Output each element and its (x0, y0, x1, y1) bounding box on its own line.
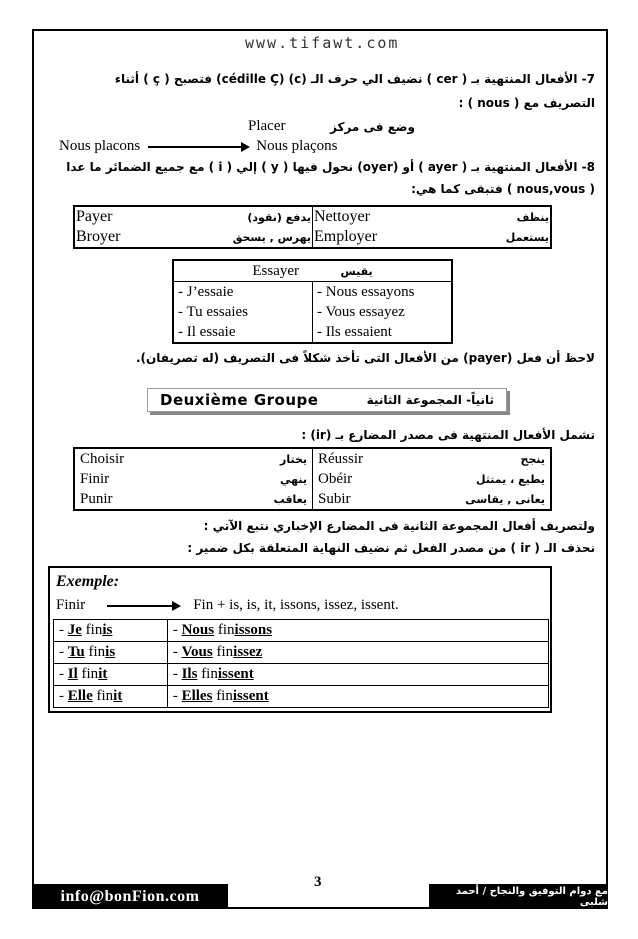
table-row (74, 469, 551, 489)
pronoun: Vous (181, 644, 213, 660)
verb-ar: ينهي (279, 472, 307, 486)
ending: issons (234, 622, 273, 638)
pronoun: Je (67, 622, 82, 638)
group-title-ar: ثانياً- المجموعة الثانية (366, 393, 494, 407)
conj-rule-1: ولتصريف أفعال المجموعة الثانية فى المضارع الإخباري نتبع الآتي : (203, 519, 595, 533)
stem: fin (88, 644, 106, 660)
conj-singular: - Il essaie (173, 322, 313, 343)
arrow-icon (107, 605, 179, 607)
conj-rule-2: نحذف الـ ( ir ) من مصدر الفعل ثم نضيف النهاية المتعلقة بكل ضمير : (187, 541, 595, 555)
table-row: - Elle finit - Elles finissent (54, 686, 549, 708)
verb-fr: Subir (318, 490, 351, 507)
placer-to: Nous plaçons (256, 138, 338, 154)
verb-ar: يطيع ، يمتثل (476, 472, 545, 486)
verb-ar: يدفع (نقود) (247, 210, 311, 224)
stem: fin (81, 666, 99, 682)
essayer-title-ar: يقيس (340, 264, 373, 278)
stem: fin (217, 622, 235, 638)
example-title: Exemple: (56, 573, 120, 590)
table-row (74, 206, 551, 227)
conj-plural: - Vous essayez (317, 303, 405, 320)
conj-plural: - Nous essayons (317, 283, 415, 300)
ending: it (98, 666, 108, 682)
table-row: - Je finis - Nous finissons (54, 620, 549, 642)
table-row (173, 302, 452, 322)
example-line (56, 597, 399, 614)
section8-line2: ( nous,vous ) فتبقى كما هي: (411, 182, 595, 196)
page-number: 3 (314, 874, 322, 890)
example-endings: Fin + is, is, it, issons, issez, issent. (193, 597, 399, 613)
ayer-oyer-verbs-table (73, 205, 552, 249)
pronoun: Elles (181, 688, 213, 704)
ir-verbs-table (73, 447, 552, 511)
ending: is (102, 622, 113, 638)
table-row: - Tu finis - Vous finissez (54, 642, 549, 664)
pronoun: Elle (67, 688, 93, 704)
stem: fin (216, 688, 233, 704)
ending: it (113, 688, 123, 704)
verb-fr: Payer (76, 208, 113, 225)
section8-line1: 8- الأفعال المنتهية بـ ( ayer ) أو (oyer) نحول فيها ( y ) إلي ( i ) مع جميع الضمائر ما عدا (66, 160, 595, 174)
ir-intro: تشمل الأفعال المنتهية فى مصدر المضارع بـ (ir) : (301, 428, 595, 442)
verb-fr: Réussir (318, 450, 363, 467)
ending: is (105, 644, 116, 660)
pronoun: Nous (181, 622, 215, 638)
pronoun: Ils (181, 666, 198, 682)
essayer-conjugation-table (172, 259, 453, 344)
conj-singular: - J’essaie (173, 282, 313, 303)
section7-line2: التصريف مع ( nous ) : (458, 96, 595, 110)
placer-fr: Placer (248, 118, 286, 134)
placer-ar: وضع فى مركز (330, 120, 415, 134)
payer-note: لاحظ أن فعل (payer) من الأفعال التى تأخذ شكلاً فى التصريف (له تصريفان). (135, 351, 595, 365)
table-row (74, 448, 551, 469)
pronoun: Tu (67, 644, 85, 660)
table-row: - Il finit - Ils finissent (54, 664, 549, 686)
essayer-title-fr: Essayer (252, 262, 300, 279)
example-verb: Finir (56, 597, 86, 613)
conj-singular: - Tu essaies (173, 302, 313, 322)
placer-from: Nous placons (59, 138, 141, 154)
verb-ar: يختار (279, 452, 307, 466)
arrow-icon (148, 146, 248, 148)
verb-ar: ينظف (516, 210, 549, 224)
verb-fr: Nettoyer (314, 208, 370, 225)
ending: issent (217, 666, 254, 682)
finir-conjugation-table (53, 619, 549, 708)
verb-ar: يعانى , يقاسى (465, 492, 545, 506)
stem: fin (96, 688, 114, 704)
verb-ar: يعاقب (273, 492, 307, 506)
verb-ar: ينجح (520, 452, 545, 466)
section7-line1: 7- الأفعال المنتهية بـ ( cer ) نضيف الي حرف الـ (c) (cédille Ç) فتصبح ( ç ) أثناء (114, 72, 595, 86)
table-row (173, 282, 452, 303)
site-url: www.tifawt.com (245, 34, 400, 52)
verb-fr: Punir (80, 490, 113, 507)
footer-credit: مع دوام التوفيق والنجاح / أحمد شلبى (429, 884, 608, 909)
table-row (74, 489, 551, 510)
pronoun: Il (67, 666, 78, 682)
verb-fr: Employer (314, 228, 378, 245)
ending: issent (232, 688, 269, 704)
verb-fr: Broyer (76, 228, 121, 245)
group-title-fr: Deuxième Groupe (160, 391, 319, 409)
stem: fin (201, 666, 218, 682)
table-row (173, 260, 452, 282)
table-row (74, 227, 551, 248)
verb-fr: Obéir (318, 470, 353, 487)
stem: fin (216, 644, 234, 660)
group-banner (147, 388, 507, 412)
verb-ar: يستعمل (505, 230, 549, 244)
placer-conjugation (59, 138, 338, 155)
stem: fin (85, 622, 103, 638)
verb-ar: يهرس , يسحق (232, 230, 311, 244)
ending: issez (233, 644, 263, 660)
verb-fr: Choisir (80, 450, 125, 467)
example-box (48, 566, 552, 713)
footer-email[interactable]: info@bonFion.com (32, 884, 228, 909)
verb-fr: Finir (80, 470, 110, 487)
table-row (173, 322, 452, 343)
conj-plural: - Ils essaient (317, 323, 392, 340)
